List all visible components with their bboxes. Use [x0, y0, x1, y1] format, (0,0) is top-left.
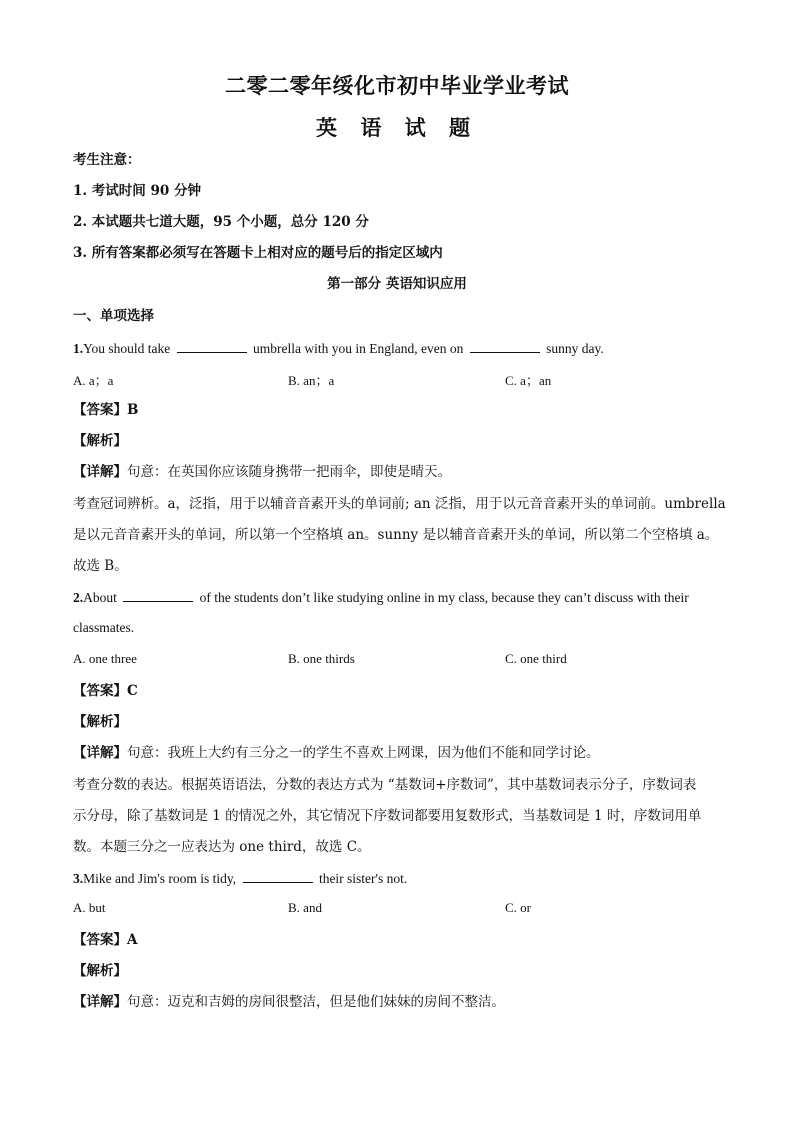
question-1-detail-line-2: 考查冠词辨析。a，泛指，用于以辅音音素开头的单词前; an 泛指，用于以元音音素开头的单词前。umbrella [73, 496, 726, 512]
detail-label: 【详解】 [73, 464, 127, 480]
question-1-detail-line-1: 【详解】句意：在英国你应该随身携带一把雨伞，即使是晴天。 [73, 464, 451, 480]
answer-value: A [127, 932, 138, 948]
question-2-option-b: B. one thirds [288, 651, 355, 666]
notice-item-3: 3. 所有答案都必须写在答题卡上相对应的题号后的指定区域内 [73, 245, 443, 261]
question-1-detail-line-3: 是以元音音素开头的单词，所以第一个空格填 an。sunny 是以辅音音素开头的单词，所以第二个空格填 a。 [73, 527, 719, 543]
question-1-option-b: B. an；a [288, 373, 335, 388]
question-number: 3. [73, 871, 84, 886]
part-title: 第一部分 英语知识应用 [327, 276, 467, 292]
question-1-option-c: C. a；an [505, 373, 552, 388]
question-3-answer [73, 930, 733, 950]
question-number: 1. [73, 341, 84, 356]
detail-label: 【详解】 [73, 745, 127, 761]
notice-item-1: 1. 考试时间 90 分钟 [73, 183, 201, 199]
question-number: 2. [73, 590, 84, 605]
question-1-stem: 1.You should take umbrella with you in England, even on sunny day. [73, 338, 733, 359]
question-3-detail-line-1: 【详解】句意：迈克和吉姆的房间很整洁，但是他们妹妹的房间不整洁。 [73, 994, 505, 1010]
answer-blank [470, 338, 540, 353]
question-3-option-a: A. but [73, 900, 106, 915]
exam-subtitle: 英 语 试 题 [316, 115, 478, 140]
question-3-stem: 3.Mike and Jim's room is tidy, their sister's not. [73, 868, 733, 889]
question-2-option-a: A. one three [73, 651, 137, 666]
question-1-detail-line-4: 故选 B。 [73, 558, 128, 574]
question-2-detail-line-4: 数。本题三分之一应表达为 one third，故选 C。 [73, 839, 371, 855]
question-2-detail-line-3: 示分母，除了基数词是 1 的情况之外，其它情况下序数词都要用复数形式，当基数词是 1 时，序数词用单 [73, 808, 702, 824]
answer-label: 【答案】 [73, 683, 127, 699]
question-2-detail-line-1: 【详解】句意：我班上大约有三分之一的学生不喜欢上网课，因为他们不能和同学讨论。 [73, 745, 600, 761]
question-3-analysis-label: 【解析】 [73, 963, 127, 979]
answer-value: B [127, 402, 139, 418]
notice-heading: 考生注意： [73, 152, 141, 168]
question-1-option-a: A. a；a [73, 373, 114, 388]
section-title: 一、单项选择 [73, 308, 154, 324]
answer-blank [243, 868, 313, 883]
answer-value: C [127, 683, 138, 699]
question-2-answer [73, 681, 733, 701]
answer-label: 【答案】 [73, 402, 127, 418]
question-2-detail-line-2: 考查分数的表达。根据英语语法，分数的表达方式为 “基数词+序数词”，其中基数词表示分子，序数词表 [73, 777, 697, 793]
question-2-stem-cont: classmates. [73, 620, 135, 635]
exam-title: 二零二零年绥化市初中毕业学业考试 [225, 73, 569, 98]
question-2-option-c: C. one third [505, 651, 567, 666]
notice-item-2: 2. 本试题共七道大题，95 个小题，总分 120 分 [73, 214, 369, 230]
detail-label: 【详解】 [73, 994, 127, 1010]
question-3-option-b: B. and [288, 900, 322, 915]
answer-blank [123, 587, 193, 602]
answer-blank [177, 338, 247, 353]
question-2-stem: 2.About of the students don’t like studying online in my class, because they can’t discuss with their [73, 587, 733, 608]
question-1-analysis-label: 【解析】 [73, 433, 127, 449]
question-1-answer [73, 400, 733, 420]
question-3-option-c: C. or [505, 900, 531, 915]
answer-label: 【答案】 [73, 932, 127, 948]
question-2-analysis-label: 【解析】 [73, 714, 127, 730]
